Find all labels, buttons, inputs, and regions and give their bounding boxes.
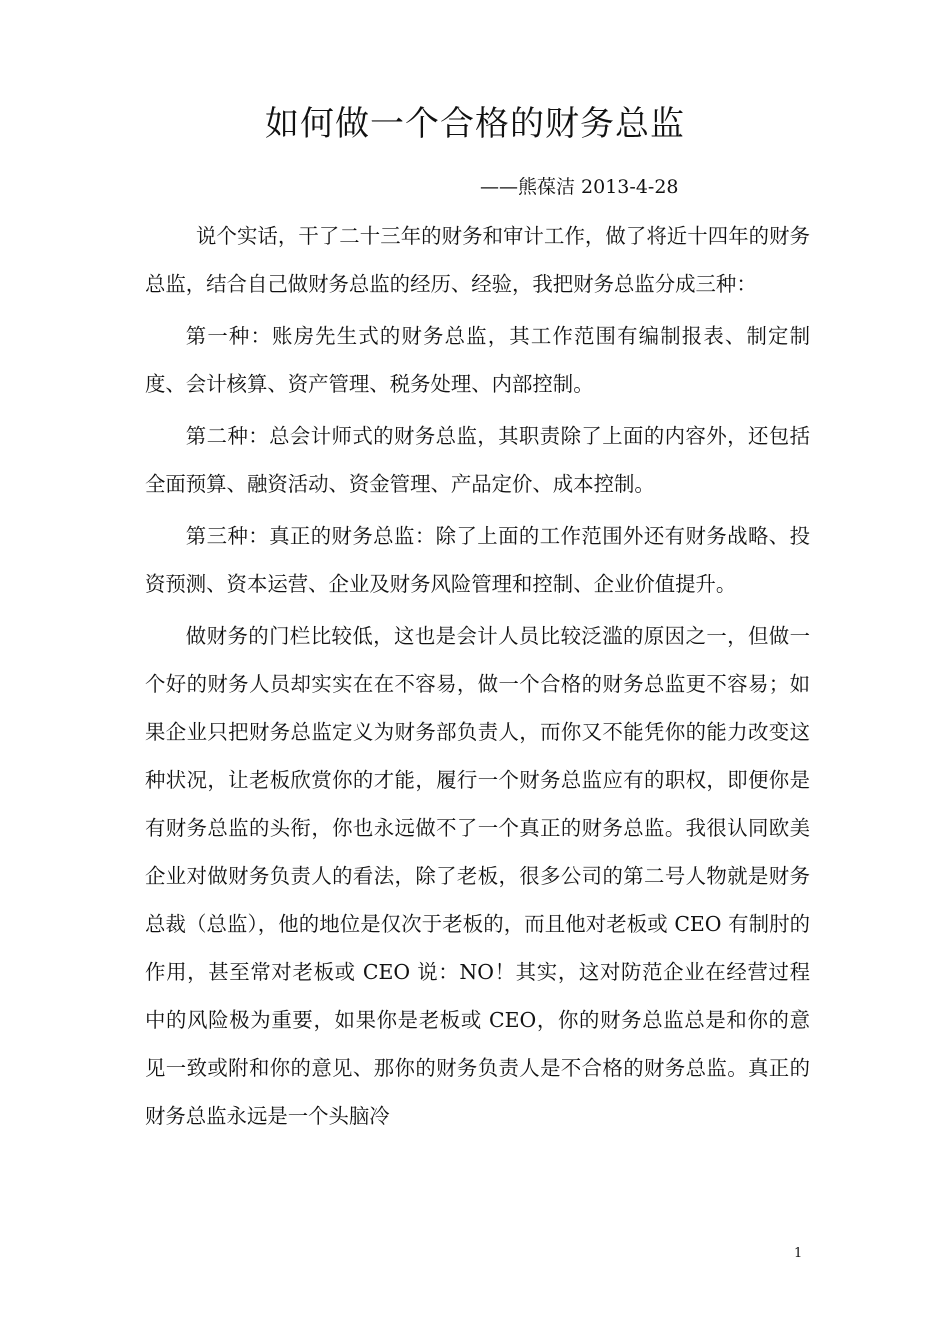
author-date-line: ——熊葆洁 2013-4-28 (480, 176, 679, 198)
page-number: 1 (794, 1246, 803, 1261)
document-body (145, 212, 810, 1144)
paragraph-discussion: 做财务的门栏比较低，这也是会计人员比较泛滥的原因之一，但做一个好的财务人员却实实在在不容易，做一个合格的财务总监更不容易；如果企业只把财务总监定义为财务部负责人，而你又不能凭你的能力改变这种状况，让老板欣赏你的才能，履行一个财务总监应有的职权，即便你是有财务总监的头衔，你也永远做不了一个真正的财务总监。我很认同欧美企业对做财务负责人的看法，除了老板，很多公司的第二号人物就是财务总裁（总监），他的地位是仅次于老板的，而且他对老板或 CEO 有制肘的作用，甚至常对老板或 CEO 说：NO！其实，这对防范企业在经营过程中的风险极为重要，如果你是老板或 CEO，你的财务总监总是和你的意见一致或附和你的意见、那你的财务负责人是不合格的财务总监。真正的财务总监永远是一个头脑冷 (145, 624, 810, 1128)
document-title: 如何做一个合格的财务总监 (265, 104, 685, 144)
paragraph-type-one: 第一种：账房先生式的财务总监，其工作范围有编制报表、制定制度、会计核算、资产管理、税务处理、内部控制。 (145, 324, 810, 396)
paragraph-intro: 说个实话，干了二十三年的财务和审计工作，做了将近十四年的财务总监，结合自己做财务总监的经历、经验，我把财务总监分成三种： (145, 224, 810, 296)
paragraph-type-three: 第三种：真正的财务总监：除了上面的工作范围外还有财务战略、投资预测、资本运营、企业及财务风险管理和控制、企业价值提升。 (145, 524, 810, 596)
paragraph-type-two: 第二种：总会计师式的财务总监，其职责除了上面的内容外，还包括全面预算、融资活动、资金管理、产品定价、成本控制。 (145, 424, 810, 496)
